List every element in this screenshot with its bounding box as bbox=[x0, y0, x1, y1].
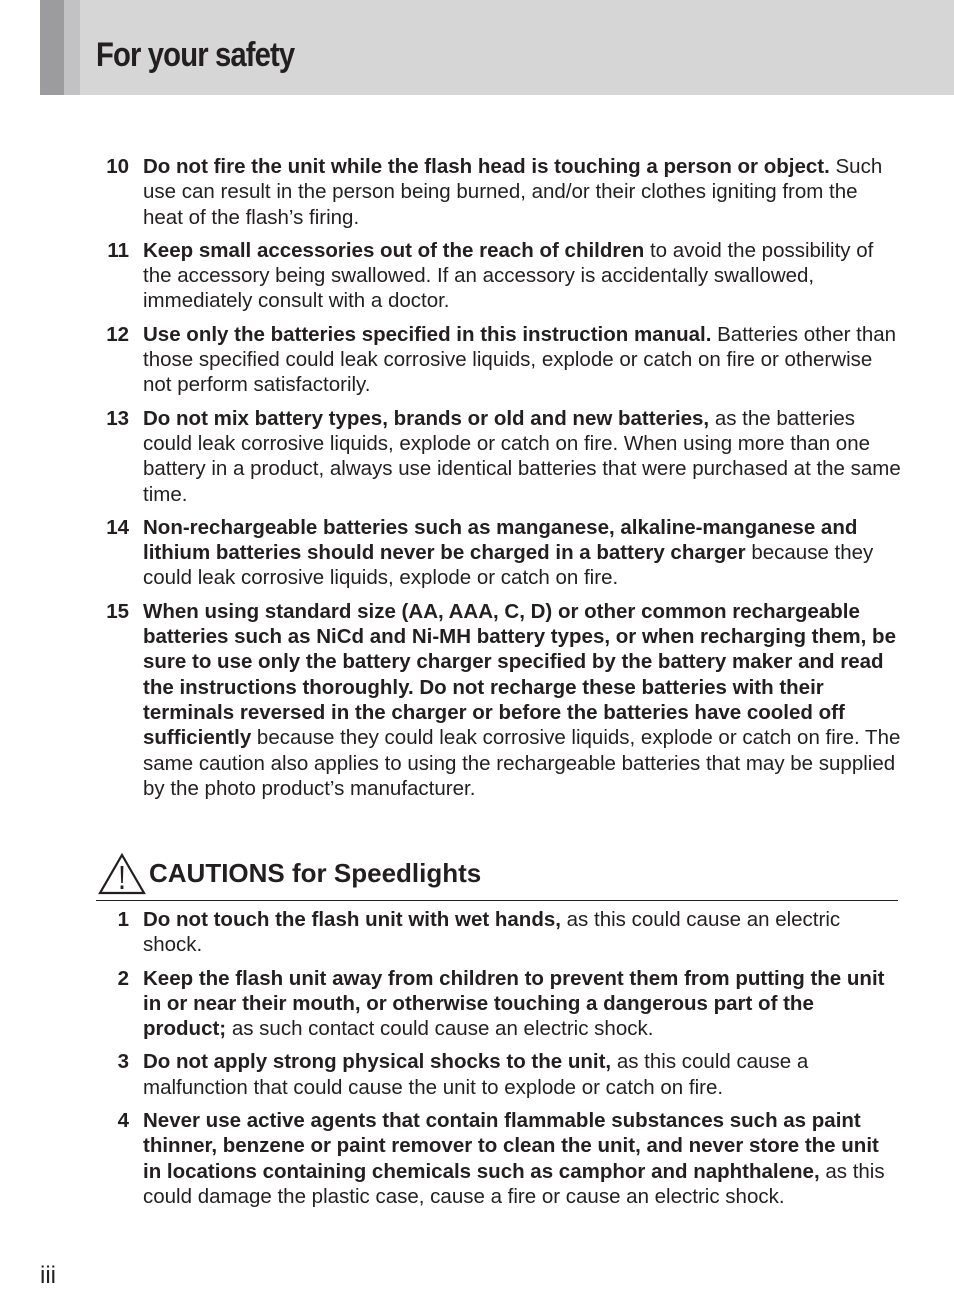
item-number: 1 bbox=[117, 908, 129, 931]
item-bold-text: Keep the flash unit away from children to prevent them from putting the unit in or near their mouth, or otherwise touching a dangerous part of the product; bbox=[143, 966, 885, 1041]
item-bold-text: Do not apply strong physical shocks to the unit, bbox=[143, 1050, 612, 1074]
caution-triangle-icon bbox=[98, 852, 146, 896]
item-body-text: to avoid the possibility of the accessory being swallowed. If an accessory is accidentally swallowed, immediately consult with a doctor. bbox=[143, 238, 874, 313]
item-number: 12 bbox=[106, 322, 129, 346]
item-number: 3 bbox=[117, 1050, 129, 1074]
item-number: 11 bbox=[107, 238, 129, 262]
warning-item bbox=[96, 322, 902, 398]
item-bold-text: Do not touch the flash unit with wet hands, bbox=[143, 908, 561, 931]
item-number: 10 bbox=[106, 155, 129, 178]
warning-item bbox=[96, 599, 902, 801]
caution-item bbox=[96, 1108, 902, 1209]
item-body-text: as the batteries could leak corrosive liquids, explode or catch on fire. When using more than one battery in a product, always use identical batteries that were purchased at the same time. bbox=[143, 406, 901, 506]
item-number: 4 bbox=[117, 1109, 129, 1133]
item-bold-text: Do not fire the unit while the flash head is touching a person or object. bbox=[143, 155, 830, 178]
item-number: 14 bbox=[106, 515, 129, 539]
item-body-text: as this could damage the plastic case, cause a fire or cause an electric shock. bbox=[143, 1159, 885, 1208]
item-bold-text: Never use active agents that contain flammable substances such as paint thinner, benzene or paint remover to clean the unit, and never store the unit in locations containing chemicals such as camphor and naphthalene, bbox=[143, 1109, 879, 1183]
cautions-title: CAUTIONS for Speedlights bbox=[149, 858, 482, 888]
item-body-text: because they could leak corrosive liquids, explode or catch on fire. bbox=[143, 541, 874, 590]
header-accent-dark bbox=[40, 0, 64, 95]
page-title: For your safety bbox=[96, 36, 295, 74]
item-bold-text: Keep small accessories out of the reach of children bbox=[143, 238, 645, 262]
caution-item bbox=[96, 966, 902, 1042]
item-bold-text: When using standard size (AA, AAA, C, D) or other common rechargeable batteries such as NiCd and Ni-MH battery types, or when recharging them, be sure to use only the battery charger specified by the battery maker and read the instructions thoroughly. Do not recharge these batteries with their terminals reversed in the charger or before the batteries have cooled off sufficiently bbox=[143, 599, 896, 750]
warning-item bbox=[96, 154, 902, 230]
cautions-heading bbox=[96, 850, 898, 901]
warning-list bbox=[96, 154, 902, 809]
cautions-list bbox=[96, 907, 902, 1217]
item-body-text: Such use can result in the person being burned, and/or their clothes igniting from the heat of the flash’s firing. bbox=[143, 155, 883, 229]
item-bold-text: Do not mix battery types, brands or old and new batteries, bbox=[143, 406, 710, 430]
item-body-text: as this could cause a malfunction that could cause the unit to explode or catch on fire. bbox=[143, 1050, 809, 1099]
caution-item bbox=[96, 907, 902, 958]
item-number: 13 bbox=[106, 406, 129, 430]
warning-item bbox=[96, 406, 902, 507]
warning-item bbox=[96, 238, 902, 314]
caution-item bbox=[96, 1049, 902, 1100]
item-body-text: as this could cause an electric shock. bbox=[143, 908, 841, 957]
warning-item bbox=[96, 515, 902, 591]
item-number: 2 bbox=[117, 966, 129, 990]
item-body-text: as such contact could cause an electric shock. bbox=[226, 1017, 654, 1041]
item-number: 15 bbox=[106, 599, 129, 623]
page-number: iii bbox=[40, 1262, 56, 1289]
item-bold-text: Use only the batteries specified in this instruction manual. bbox=[143, 322, 712, 346]
header-accent-light bbox=[64, 0, 80, 95]
item-body-text: because they could leak corrosive liquids, explode or catch on fire. The same caution also applies to using the rechargeable batteries that may be supplied by the photo product’s manufacturer. bbox=[143, 726, 901, 800]
item-bold-text: Non-rechargeable batteries such as manganese, alkaline-manganese and lithium batteries should never be charged in a battery charger bbox=[143, 515, 858, 565]
item-body-text: Batteries other than those specified could leak corrosive liquids, explode or catch on fire or otherwise not perform satisfactorily. bbox=[143, 322, 897, 397]
